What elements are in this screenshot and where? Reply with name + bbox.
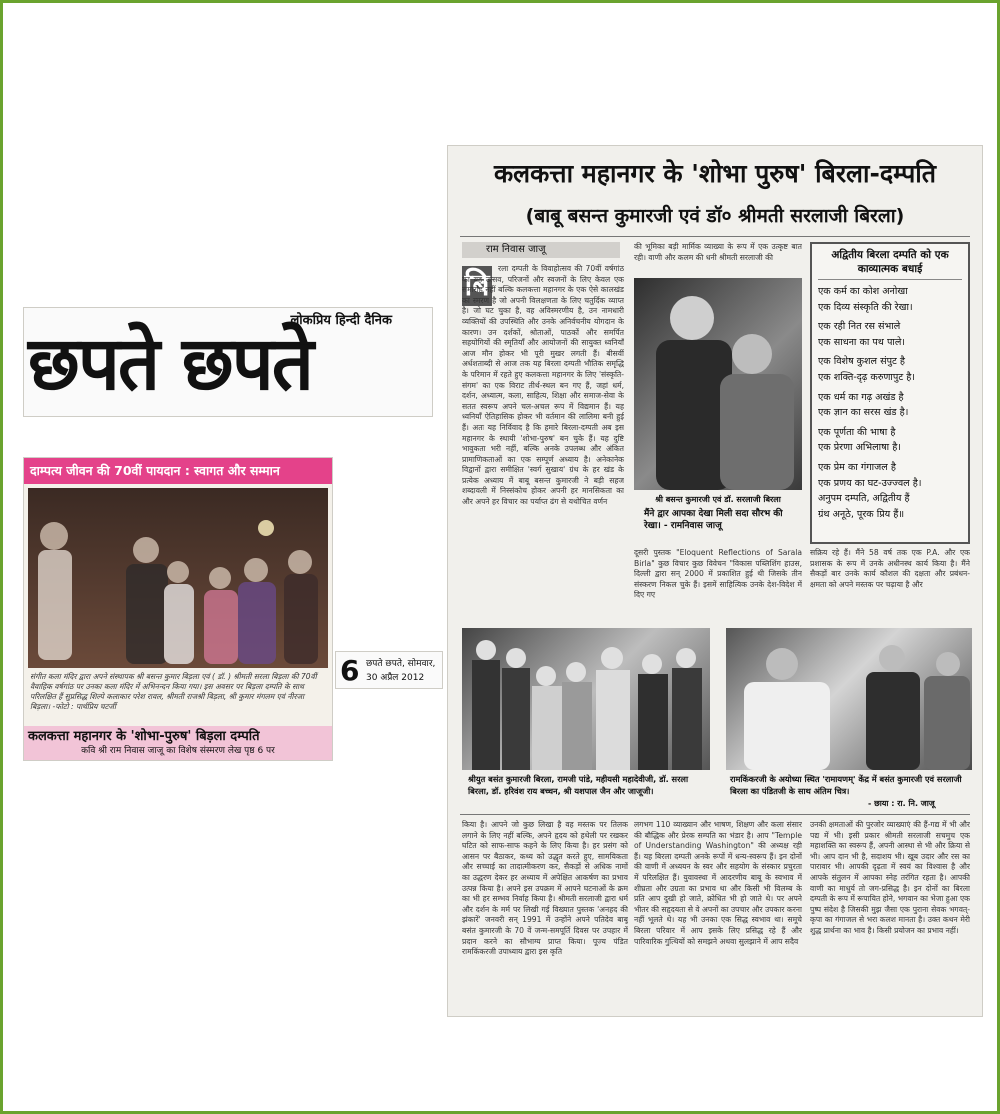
masthead-name: छपते छपते — [28, 321, 312, 407]
portrait-caption: श्री बसन्त कुमारजी एवं डॉ. सरलाजी बिरला — [655, 495, 781, 504]
article-clip — [448, 146, 982, 1016]
article-dropcap: बि — [462, 266, 492, 306]
page-number: 6 — [340, 654, 360, 687]
ayodhya-photo-caption: रामकिंकरजी के अयोध्या स्थित 'रामायणम्' केंद्र में बसंत कुमारजी एवं सरलाजी बिरला का पंडितजी के साथ अंतिम चित्र। — [730, 774, 962, 796]
article-col2-top: की भूमिका बड़ी मार्मिक व्याख्या के रूप में एक उत्कृष्ट बात रही। वाणी और कलम की धनी श्रीमती सरलाजी की — [634, 242, 802, 262]
dateline — [336, 652, 442, 688]
poem-line: एक ज्ञान का सरस खंड है। — [818, 407, 909, 419]
poem-line: एक कर्म का कोश अनोखा — [818, 286, 908, 297]
title-rule — [460, 236, 970, 237]
portrait-figures — [634, 278, 802, 490]
article-subtitle: (बाबू बसन्त कुमारजी एवं डॉ० श्रीमती सरलाजी बिरला) — [525, 205, 905, 227]
front-event-photo — [28, 488, 328, 668]
article-title: कलकत्ता महानगर के 'शोभा पुरुष' बिरला-दम्पति — [493, 159, 937, 188]
captions-rule — [460, 814, 970, 815]
front-page-clip — [24, 458, 332, 760]
group-photo-caption: श्रीयुत बसंत कुमारजी बिरला, रामजी पांडे, महीयसी महादेवीजी, डॉ. सरला बिरला, डॉ. हरिवंश राय बच्चन, श्री यशपाल जैन और जाजूजी। — [468, 774, 689, 796]
poem-line: ग्रंथ अनूठे, पूरक प्रिय हैं॥ — [818, 508, 905, 520]
front-headline-box — [24, 726, 332, 760]
poem-line: एक पूर्णता की भाषा है — [818, 426, 896, 438]
article-byline: राम निवास जाजू — [462, 242, 620, 258]
front-band-heading: दाम्पत्य जीवन की 70वीं पायदान : स्वागत और सम्मान — [24, 458, 332, 484]
front-photo-caption: संगीत कला मंदिर द्वारा अपने संस्थापक श्री बसन्त कुमार बिड़ला एवं ( डॉ. ) श्रीमती सरला बिड़ला की 70वीं वैवाहिक वर्षगांठ पर उनका कला मंदिर में अभिनन्दन किया गया। इस अवसर पर बिड़ला दम्पति के साथ परिलक्षित हैं सुप्रसिद्ध शिल्पे कलाकार परेश रावल, श्रीमती राजश्री बिड़ला, श्री कुमार मंगलम एवं नीरजा बिड़ला। -फोटो : पार्थप्रिय चटर्जी — [30, 672, 317, 711]
portrait-verse: मैंने द्वार आपका देखा मिली सदा सौरभ की रेखा। - रामनिवास जाजू — [644, 509, 783, 531]
poem-line: अनुपम दम्पति, अद्वितीय हैं — [818, 493, 910, 505]
article-col1-bottom: किया है। आपने जो कुछ लिखा है वह मस्तक पर तिलक लगाने के लिए नहीं बल्कि, अपने हृदय को हथेली पर रखकर घटित को साफ-साफ कहने के लिए किया है। हर प्रसंग को आसन पर बैठाकर, कथ्य को उद्धृत करते हुए, सामयिकता और सच्चाई का तादात्मीकरण कर, सैकड़ों से अधिक नामों का उद्धरण देकर हर अध्याय में अपेक्षित आकर्षण का प्रभाव उत्पन्न किया है। अपने इस उपक्रम में आपने घटनाओं के क्रम का भी हर सम्भव निर्वाह किया है। श्रीमती सरलाजी द्वारा धर्म और दर्शन के मर्म पर लिखी गई विख्यात पुस्तक 'अनहद की झंकारें' जनवरी सन् 1991 में उन्होंने अपने पतिदेव बाबू बसंत कुमारजी के 70 वें जन्म-समपूर्ति दिवस पर उपहार में प्रदान करने का सौभाग्य प्राप्त किया। पूज्य पंडित रामकिंकरजी उपाध्याय द्वारा इस कृति — [462, 820, 628, 957]
dateline-paper: छपते छपते, सोमवार, — [366, 659, 436, 669]
poem-line: एक विशेष कुशल संपुट है — [818, 356, 906, 368]
article-col3-mid: सक्रिय रहे हैं। मैंने 58 वर्ष तक एक P.A. और एक प्रशासक के रूप में उनके अधीनस्थ कार्य किया है। मैंने सैकड़ों बार उनके कार्य कौशल की दक्षता और प्रबंधन-क्षमता को अपने मस्तक पर चढ़ाया है और — [810, 548, 970, 589]
front-subline: कवि श्री राम निवास जाजू का विशेष संस्मरण लेख पृष्ठ 6 पर — [81, 746, 275, 756]
ayodhya-figures — [726, 628, 972, 770]
poem-line: एक प्रेरणा अभिलाषा है। — [818, 442, 901, 454]
article-col1-top: रला दम्पती के विवाहोत्सव की 70वीं वर्षगांठ का यह उत्सव, परिजनों और स्वजनों के लिए केवल एक समारोह नहीं बल्कि कलकत्ता महानगर के एक ऐसे कालखंड का स्मरण है जो अपनी विलक्षणता के लिए चतुर्दिक व्याप्त है। जो घट चुका है, वह अविस्मरणीय है, उन नामधारी व्यक्तियों की उपस्थिति और उनके अनिर्वचनीय योगदान के कारण। उन दर्शकों, श्रोताओं, पाठकों और समर्पित सहयोगियों की स्मृतियाँ और आयोजनों की सायुक्त ध्वनियाँ आज मौन होकर भी पूरी मुखर लगती हैं। बीसवीं अर्धशताब्दी से आज तक यह बिरला दम्पती भौतिक समृद्धि के परिमान में रहते हुए कलकत्ता महानगर के लिए 'संस्कृति-संगम' का एक विराट तीर्थ-स्थल बन गए हैं, जहां धर्म, दर्शन, अध्यात्म, कला, साहित्य, शिक्षा और समाज-सेवा के सतत स्वरूप अपने चल-अचल रूप में विद्यमान हैं। यह ध्वनियाँ ऐतिहासिक होकर भी वर्तमान की लालिमा बनी हुई हैं। अतः यह निर्विवाद है कि हमारे बिरला-दम्पती अब इस महानगर के स्थायी 'शोभा-पुरुष' बन चुके हैं। यह दुष्टि भावुकता भरी नहीं, बल्कि अनके उपलब्ध और अंकित प्रामाणिकताओं का एक सम्पूर्ण अध्याय है। अनेकानेक विद्वानों द्वारा समीक्षित 'स्वर्ग सुखाय' ग्रंथ के हर खंड के प्रत्येक अध्याय में बाबू बसन्त कुमारजी ने बड़ी सहज शब्दावली में निस्संकोच होकर अपनी हर मानसिकता का और अपने हर विचार का पर्याप्त ढंग से यथोचित वर्णन — [462, 264, 624, 507]
poem-line: एक धर्म का गढ़ अखंड है — [818, 391, 904, 403]
group-photo — [462, 628, 710, 770]
group-figures — [462, 628, 710, 770]
poem-line: एक शक्ति-दृढ़ करुणापुट है। — [818, 371, 915, 383]
poem-heading: अद्वितीय बिरला दम्पति को एक काव्यात्मक बधाई — [818, 248, 962, 280]
ayodhya-photo — [726, 628, 972, 770]
poem-line: एक साधना का पथ पाले। — [818, 336, 906, 348]
photo-credit: - छाया : रा. नि. जाजू — [868, 799, 935, 808]
article-col3-bottom: उनकी क्षमताओं की पुरजोर व्याख्याएं की हैं-गद्य में भी और पद्य में भी। इसी प्रकार श्रीमती सरलाजी सचमुच एक महाशक्ति का स्वरूप हैं, अपनी आस्था से भी और क्रिया से भी। आप दान भी है, सदाशय भी। खूब उदार और रस का पारावार भी। आपकी दृढ़ता में स्वयं का विश्वास है और आपके संतुलन में आपका स्नेह तरंगित रहता है। आपकी वाणी का माधुर्य तो जग-प्रसिद्ध है। इन दोनों का बिरला दम्पती के रूप में रूपायित होने, भगवान का भेजा हुआ एक पुष्प संदेश है जिसकी मुझ जैसा एक पुराना सेवक भगवत्-कृपा का गंगाजल से भरा कलश मानता है। उक्त कथन मेरी शुद्ध प्रार्थना का भाव है। किसी प्रयोजन का प्रभाव नहीं। — [810, 820, 970, 935]
poem-line: एक दिव्य संस्कृति की रेखा। — [818, 301, 913, 313]
newspaper-masthead — [24, 308, 432, 416]
couple-portrait-photo — [634, 278, 802, 490]
dateline-date: 30 अप्रैल 2012 — [366, 673, 425, 683]
poem-box — [810, 242, 970, 544]
front-headline: कलकत्ता महानगर के 'शोभा-पुरुष' बिड़ला दम्पति — [28, 729, 260, 744]
poem-line: एक रही नित रस संभाले — [818, 321, 901, 333]
article-col2-mid: दूसरी पुस्तक "Eloquent Reflections of Sarala Birla" कुछ विचार कुछ विवेचन "विकास पब्लिशिंग हाउस, दिल्ली द्वारा सन् 2000 में प्रकाशित हुई थी जिसके तीन संस्करण निकल चुके हैं। इसमें साहित्यिक उनके देश-विदेश में दिए गए — [634, 548, 802, 600]
front-photo-figures — [28, 488, 328, 668]
poem-line: एक प्रणय का घट-उज्ज्वल है। — [818, 477, 922, 489]
article-col2-bottom: लगभग 110 व्याख्यान और भाषण, शिक्षण और कला संसार की बौद्धिक और प्रेरक सम्पति का भंडार है। आप "Temple of Understanding Washington" की अध्यक्ष रही हैं। यह बिरला दम्पती अनके रूपों में धन्य-स्वरूप हैं। इन दोनों की वाणी में अध्ययन के स्वर और सहयोग के संस्कार प्रचुरता में परिलक्षित हैं। युवावस्था में आदरणीय बाबू के स्वभाव में शीघ्रता और उग्रता का प्रभाव था और किसी भी विलम्ब के प्रति आप दुखी हो जाते, क्रोधित भी हो जाते थे। पर अपने भीतर की सहृदयता से वे अपनों का उपचार और उपकार करना नहीं भूलते थे। यह भी उनका एक सिद्ध स्वभाव था। समूचे बिरला परिवार में आप इसके लिए प्रसिद्ध रहे हैं और पारिवारिक गुत्थियों को समझने अथवा सुलझाने में आप सदैव — [634, 820, 802, 946]
masthead-tagline: लोकप्रिय हिन्दी दैनिक — [290, 313, 392, 328]
poem-line: एक प्रेम का गंगाजल है — [818, 461, 896, 473]
